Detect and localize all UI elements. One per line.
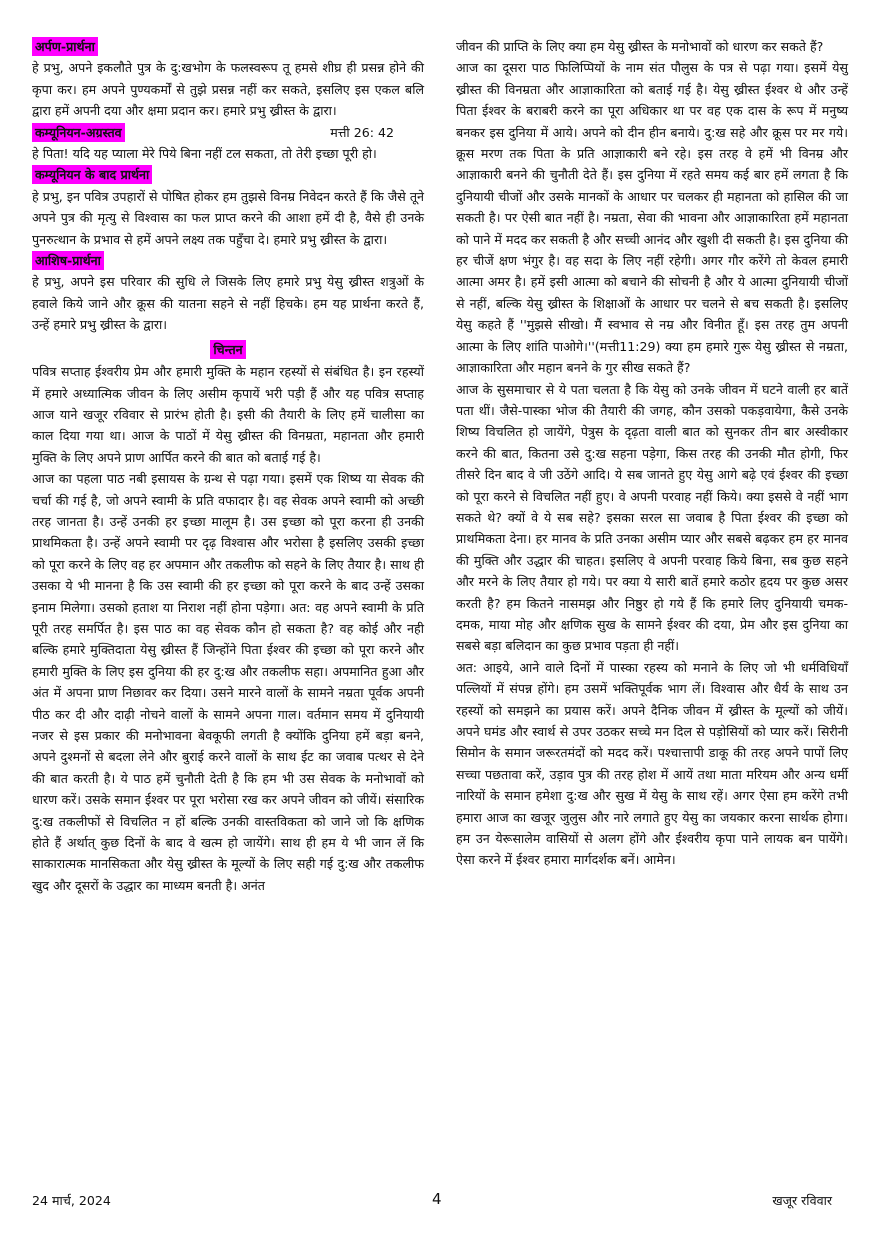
offertory-prayer-text: हे प्रभु, अपने इकलौते पुत्र के दु:खभोग के फलस्वरूप तू हमसे शीघ्र ही प्रसन्न होने की कृपा कर। हम अपने पुण्यकर्मों से तुझे प्रसन्न नहीं कर सकते, इसलिए इस एकल बलि द्वारा हमें अपनी दया और क्षमा प्रदान कर। हमारे प्रभु ख्रीस्त के द्वारा।	[32, 60, 424, 119]
heading-communion-label: कम्यूनियन-अग्रस्तव	[32, 123, 125, 142]
heading-reflection-label: चिन्तन	[210, 340, 245, 359]
reflection-paragraph-6: अत: आइये, आने वाले दिनों में पास्का रहस्य को मनाने के लिए जो भी धर्मविधियाँ पल्लियों में संपन्न होंगे। हम उसमें भक्तिपूर्वक भाग लें। विश्वास और धैर्य के साथ उन रहस्यों को समझने का प्रयास करें। अपने दैनिक जीवन में ख्रीस्त के मूल्यों को जीयें। अपने घमंड और स्वार्थ से उपर उठकर सच्चे मन दिल से पड़ोसियों को प्यार करें। सिरीनी सिमोन के समान जरूरतमंदों को मदद करें। पश्चात्तापी डाकू की तरह अपने पापों लिए सच्चा पछतावा करें, उड़ाव पुत्र की तरह होश में आयें तथा माता मरियम और अन्य धर्मी नारियों के समान हमेशा दु:ख और सुख में येसु के साथ रहें। अगर ऐसा हम करेंगे तभी हमारा आज का खजूर जुलुस और नारे लगाते हुए येसु का जयकार करना सार्थक होगा। हम उन येरूसालेम वासियों से अलग होंगे और ईश्वरीय कृपा पाने लायक बन पायेंगे। ऐसा करने में ईश्वर हमारा मार्गदर्शक बनें। आमेन।	[456, 659, 848, 868]
heading-reflection	[32, 339, 424, 360]
heading-offertory-label: अर्पण-प्रार्थना	[32, 37, 98, 56]
heading-communion-antiphon	[32, 122, 424, 143]
reflection-paragraph-4: आज का दूसरा पाठ फिलिप्पियों के नाम संत पौलुस के पत्र से पढ़ा गया। इसमें येसु ख्रीस्त की विनम्रता और आज्ञाकारिता को बताई गई है। येसु ख्रीस्त ईश्वर थे और उन्हें पिता ईश्वर के बराबरी करने का पूरा अधिकार था पर वह एक दास के रूप में मनुष्य बनकर इस दुनिया में आये। अपने को दीन हीन बनाये। दु:ख सहे और क्रूस पर मर गये। क्रूस मरण तक पिता के प्रति आज्ञाकारी बने रहे। इस तरह वे हमें भी विनम्र और आज्ञाकारी बनने की चुनौती देते हैं। इस दुनिया में रहते समय कई बार हमें लगता है कि दुनियायी चीजों और उसके मानकों के आधार पर चलकर ही महानता को हासिल की जा सकती है। पर ऐसी बात नहीं है। नम्रता, सेवा की भावना और आज्ञाकारिता हमें महानता को पाने में मदद कर सकती है और सच्ची आनंद और खुशी दी सकती है। इस दुनिया की हर चीजें क्षण भंगुर है। वह सदा के लिए नहीं रहेगी। अगर गौर करेंगे तो केवल हमारी आत्मा अमर है। हमें इसी आत्मा को बचाने की सोचनी है और ये आत्मा दुनियायी चीजों से नहीं, बल्कि येसु ख्रीस्त के शिक्षाओं के आधार पर चलने से बच सकती है। इसलिए येसु कहते हैं ''मुझसे सीखो। मैं स्वभाव से नम्र और विनीत हूँ। इस तरह तुम अपनी आत्मा के लिए शांति पाओगे।''(मत्ती11:29) क्या हम हमारे गुरू येसु ख्रीस्त से नम्रता, आज्ञाकारिता और महान बनने के गुर सीख सकते हैं?	[456, 60, 848, 376]
heading-blessing-label: आशिष-प्रार्थना	[32, 251, 104, 270]
heading-post-communion-label: कम्यूनियन के बाद प्रार्थना	[32, 165, 152, 184]
footer-day-title: खजूर रविवार	[772, 1193, 832, 1208]
communion-bible-reference: मत्ती 26: 42	[330, 124, 394, 140]
left-column	[32, 36, 424, 896]
communion-antiphon-text: हे पिता! यदि यह प्याला मेरे पिये बिना नहीं टल सकता, तो तेरी इच्छा पूरी हो।	[32, 146, 377, 162]
heading-blessing	[32, 250, 424, 271]
page-footer	[32, 1192, 852, 1212]
heading-offertory	[32, 36, 424, 57]
footer-page-number: 4	[432, 1190, 442, 1208]
reflection-paragraph-2: आज का पहला पाठ नबी इसायस के ग्रन्थ से पढ़ा गया। इसमें एक शिष्य या सेवक की चर्चा की गई है, जो अपने स्वामी के प्रति वफादार है। वह सेवक अपने स्वामी को अच्छी तरह जानता है। उन्हें उनकी हर इच्छा मालूम है। उस इच्छा को पूरा करना ही उनकी प्राथमिकता है। उन्हें अपने स्वामी पर दृढ़ विश्वास और भरोसा है इसलिए उसकी इच्छा को पूरा करने के लिए वह हर अपमान और तकलीफ को सहने के लिए तैयार है। साथ ही उसका ये भी मानना है कि उस स्वामी की हर इच्छा को पूरा करने के बाद उन्हें उसका इनाम मिलेगा। उसको हताश या निराश नहीं होना पड़ेगा। अत: वह अपने स्वामी के प्रति पूरी तरह समर्पित है। इस पाठ का वह सेवक कौन हो सकता है? वह कोई और नही बल्कि हमारे मुक्तिदाता येसु ख्रीस्त हैं जिन्होंने पिता ईश्वर की इच्छा को पूरा करने और हमारी मुक्ति के लिए इस दुनिया की हर दु:ख और तकलीफ सहा। अपमानित हुआ और अंत में अपना प्राण निछावर कर दिया। उसने मारने वालों के सामने नम्रता पूर्वक अपनी पीठ कर दी और दाढ़ी नोचने वालों के सामने अपना गाल। वर्तमान समय में दुनियायी नजर से इस प्रकार की मनोभावना बेवकूफी लगती है क्योंकि दुनिया हमें बड़ा बनने, अपने दुश्मनों से बदला लेने और बुराई करने वालों के साथ ईट का जवाब पत्थर से देने की बात करती है। ये पाठ हमें चुनौती देती है कि हम भी उस सेवक के मनोभावों को धारण करें। उसके समान ईश्वर पर पूरा भरोसा रख कर अपने जीवन को जीयें। संसारिक दु:ख तकलीफों से विचलित न हों बल्कि उनकी वास्तविकता को जाने जो कि क्षणिक होते हैं अर्थात् कुछ दिनों के बाद वे खत्म हो जायेंगे। साथ ही हम ये भी जान लें कि साकारात्मक मानसिकता और येसु ख्रीस्त के मूल्यों के लिए सही गई दु:ख और तकलीफ खुद और दूसरों के उद्धार का माध्यम बनती है। अनंत	[32, 471, 424, 893]
reflection-paragraph-1: पवित्र सप्ताह ईश्वरीय प्रेम और हमारी मुक्ति के महान रहस्यों से संबंधित है। इन रहस्यों में हमारे अध्यात्मिक जीवन के लिए असीम कृपायें भरी पड़ी हैं और यह पवित्र सप्ताह आज याने खजूर रविवार से प्रारंभ होती है। इसी की तैयारी के लिए हमें चालीसा का काल दिया गया था। आज के पाठों में येसु ख्रीस्त की विनम्रता, महानता और हमारी मुक्ति के लिए अपने प्राण आर्पित करने की बात को बताई गई है।	[32, 364, 424, 465]
post-communion-prayer-text: हे प्रभु, इन पवित्र उपहारों से पोषित होकर हम तुझसे विनम्र निवेदन करते हैं कि जैसे तूने अपने पुत्र की मृत्यु से विश्वास का फल प्राप्त करने की आशा हमें दी है, वैसे ही उनके पुनरुत्थान के प्रभाव से हमें अपने लक्ष्य तक पहुँचा दे। हमारे प्रभु ख्रीस्त के द्वारा।	[32, 188, 424, 247]
right-column	[456, 36, 848, 871]
heading-post-communion	[32, 164, 424, 185]
reflection-paragraph-3: जीवन की प्राप्ति के लिए क्या हम येसु ख्रीस्त के मनोभावों को धारण कर सकते हैं?	[456, 39, 824, 54]
blessing-prayer-text: हे प्रभु, अपने इस परिवार की सुधि ले जिसके लिए हमारे प्रभु येसु ख्रीस्त शत्रुओं के हवाले किये जाने और क्रूस की यातना सहने से नहीं हिचके। हम यह प्रार्थना करते हैं, उन्हें हमारे प्रभु ख्रीस्त के द्वारा।	[32, 274, 424, 333]
reflection-paragraph-5: आज के सुसमाचार से ये पता चलता है कि येसु को उनके जीवन में घटने वाली हर बातें पता थीं। जैसे-पास्का भोज की तैयारी की जगह, कौन उसको पकड़वायेगा, कैसे उनके शिष्य विचलित हो जायेंगे, पेत्रुस के दृढ़ता वाली बात को सुनकर तीन बार अस्वीकार करने की बात, कितना उसे दु:ख सहना पड़ेगा, किस तरह की उनकी मौत होगी, फिर तीसरे दिन बाद वे जी उठेंगे आदि। ये सब जानते हुए येसु आगे बढ़े एवं ईश्वर की इच्छा को पूरा करने से विचलित नहीं हुए। वे अपनी परवाह नहीं किये। क्या इससे वे नहीं भाग सकते थे? क्यों वे ये सब सहे? इसका सरल सा जवाब है पिता ईश्वर की इच्छा को प्राथमिकता देना। हर मानव के प्रति उनका असीम प्यार और सबसे बढ़कर हम हर मानव की मुक्ति और उद्धार की चाहत। इसलिए वे अपनी परवाह किये बिना, सब कुछ सहने और मरने के लिए तैयार हो गये। पर क्या ये सारी बातें हमारे कठोर हृदय पर कुछ असर करती है? हम कितने नासमझ और निष्ठुर हो गये हैं कि हमारे लिए दुनियायी चमक-दमक, माया मोह और क्षणिक सुख के सामने ईश्वर की दया, प्रेम और इस दुनिया का सबसे बड़ा बलिदान का कुछ प्रभाव पड़ता ही नहीं।	[456, 381, 848, 654]
footer-date: 24 मार्च, 2024	[32, 1193, 111, 1208]
